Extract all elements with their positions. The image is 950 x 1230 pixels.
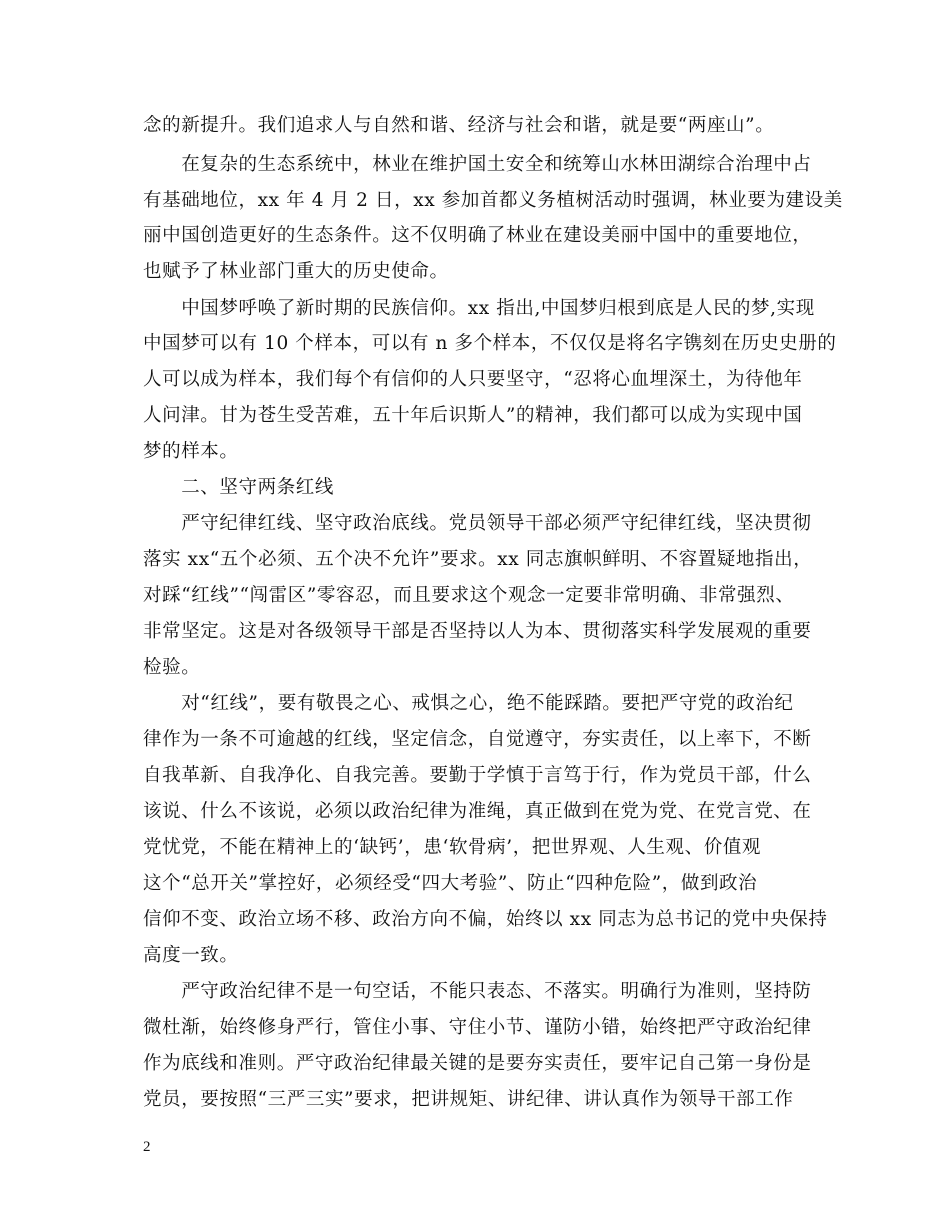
text-line: 非常坚定。这是对各级领导干部是否坚持以人为本、贯彻落实科学发展观的重要 <box>143 621 812 642</box>
text-line: 落实 xx“五个必须、五个决不允许”要求。xx 同志旗帜鲜明、不容置疑地指出， <box>143 549 813 570</box>
text-line: 党员，要按照“三严三实”要求，把讲规矩、讲纪律、讲认真作为领导干部工作 <box>143 1089 794 1110</box>
text-line: 这个“总开关”掌控好，必须经受“四大考验”、防止“四种危险”，做到政治 <box>143 873 758 894</box>
text-line: 作为底线和准则。严守政治纪律最关键的是要夯实责任，要牢记自己第一身份是 <box>143 1053 812 1074</box>
text-line: 律作为一条不可逾越的红线，坚定信念，自觉遵守，夯实责任，以上率下，不断 <box>143 729 812 750</box>
text-line: 对踩“红线”“闯雷区”零容忍，而且要求这个观念一定要非常明确、非常强烈、 <box>143 585 795 606</box>
text-line: 该说、什么不该说，必须以政治纪律为准绳，真正做到在党为党、在党言党、在 <box>143 801 812 822</box>
text-line: 梦的样本。 <box>143 441 239 462</box>
text-line: 严守纪律红线、坚守政治底线。党员领导干部必须严守纪律红线，坚决贯彻 <box>143 513 812 534</box>
text-line: 信仰不变、政治立场不移、政治方向不偏，始终以 xx 同志为总书记的党中央保持 <box>143 909 828 930</box>
page-number: 2 <box>143 1139 151 1155</box>
text-line: 也赋予了林业部门重大的历史使命。 <box>143 261 449 282</box>
text-line: 高度一致。 <box>143 945 239 966</box>
text-line: 中国梦呼唤了新时期的民族信仰。xx 指出,中国梦归根到底是人民的梦,实现 <box>143 298 815 319</box>
text-line: 中国梦可以有 10 个样本，可以有 n 多个样本，不仅仅是将名字镌刻在历史史册的 <box>143 333 837 354</box>
section-heading: 二、坚守两条红线 <box>143 477 335 498</box>
text-line: 人问津。甘为苍生受苦难，五十年后识斯人”的精神，我们都可以成为实现中国 <box>143 405 803 426</box>
text-line: 严守政治纪律不是一句空话，不能只表态、不落实。明确行为准则，坚持防 <box>143 981 812 1002</box>
text-line: 人可以成为样本，我们每个有信仰的人只要坚守，“忍将心血埋深土，为待他年 <box>143 369 803 390</box>
text-line: 对“红线”，要有敬畏之心、戒惧之心，绝不能踩踏。要把严守党的政治纪 <box>143 693 794 714</box>
text-line: 念的新提升。我们追求人与自然和谐、经济与社会和谐，就是要“两座山”。 <box>143 115 775 136</box>
text-line: 有基础地位，xx 年 4 月 2 日，xx 参加首都义务植树活动时强调，林业要为建设美 <box>143 190 843 211</box>
text-line: 自我革新、自我净化、自我完善。要勤于学慎于言笃于行，作为党员干部，什么 <box>143 765 812 786</box>
text-line: 党忧党，不能在精神上的‘缺钙’，患‘软骨病’，把世界观、人生观、价值观 <box>143 837 762 858</box>
text-line: 微杜渐，始终修身严行，管住小事、守住小节、谨防小错，始终把严守政治纪律 <box>143 1017 812 1038</box>
text-line: 丽中国创造更好的生态条件。这不仅明确了林业在建设美丽中国中的重要地位， <box>143 225 812 246</box>
text-line: 在复杂的生态系统中，林业在维护国土安全和统筹山水林田湖综合治理中占 <box>143 154 812 175</box>
text-line: 检验。 <box>143 657 201 678</box>
